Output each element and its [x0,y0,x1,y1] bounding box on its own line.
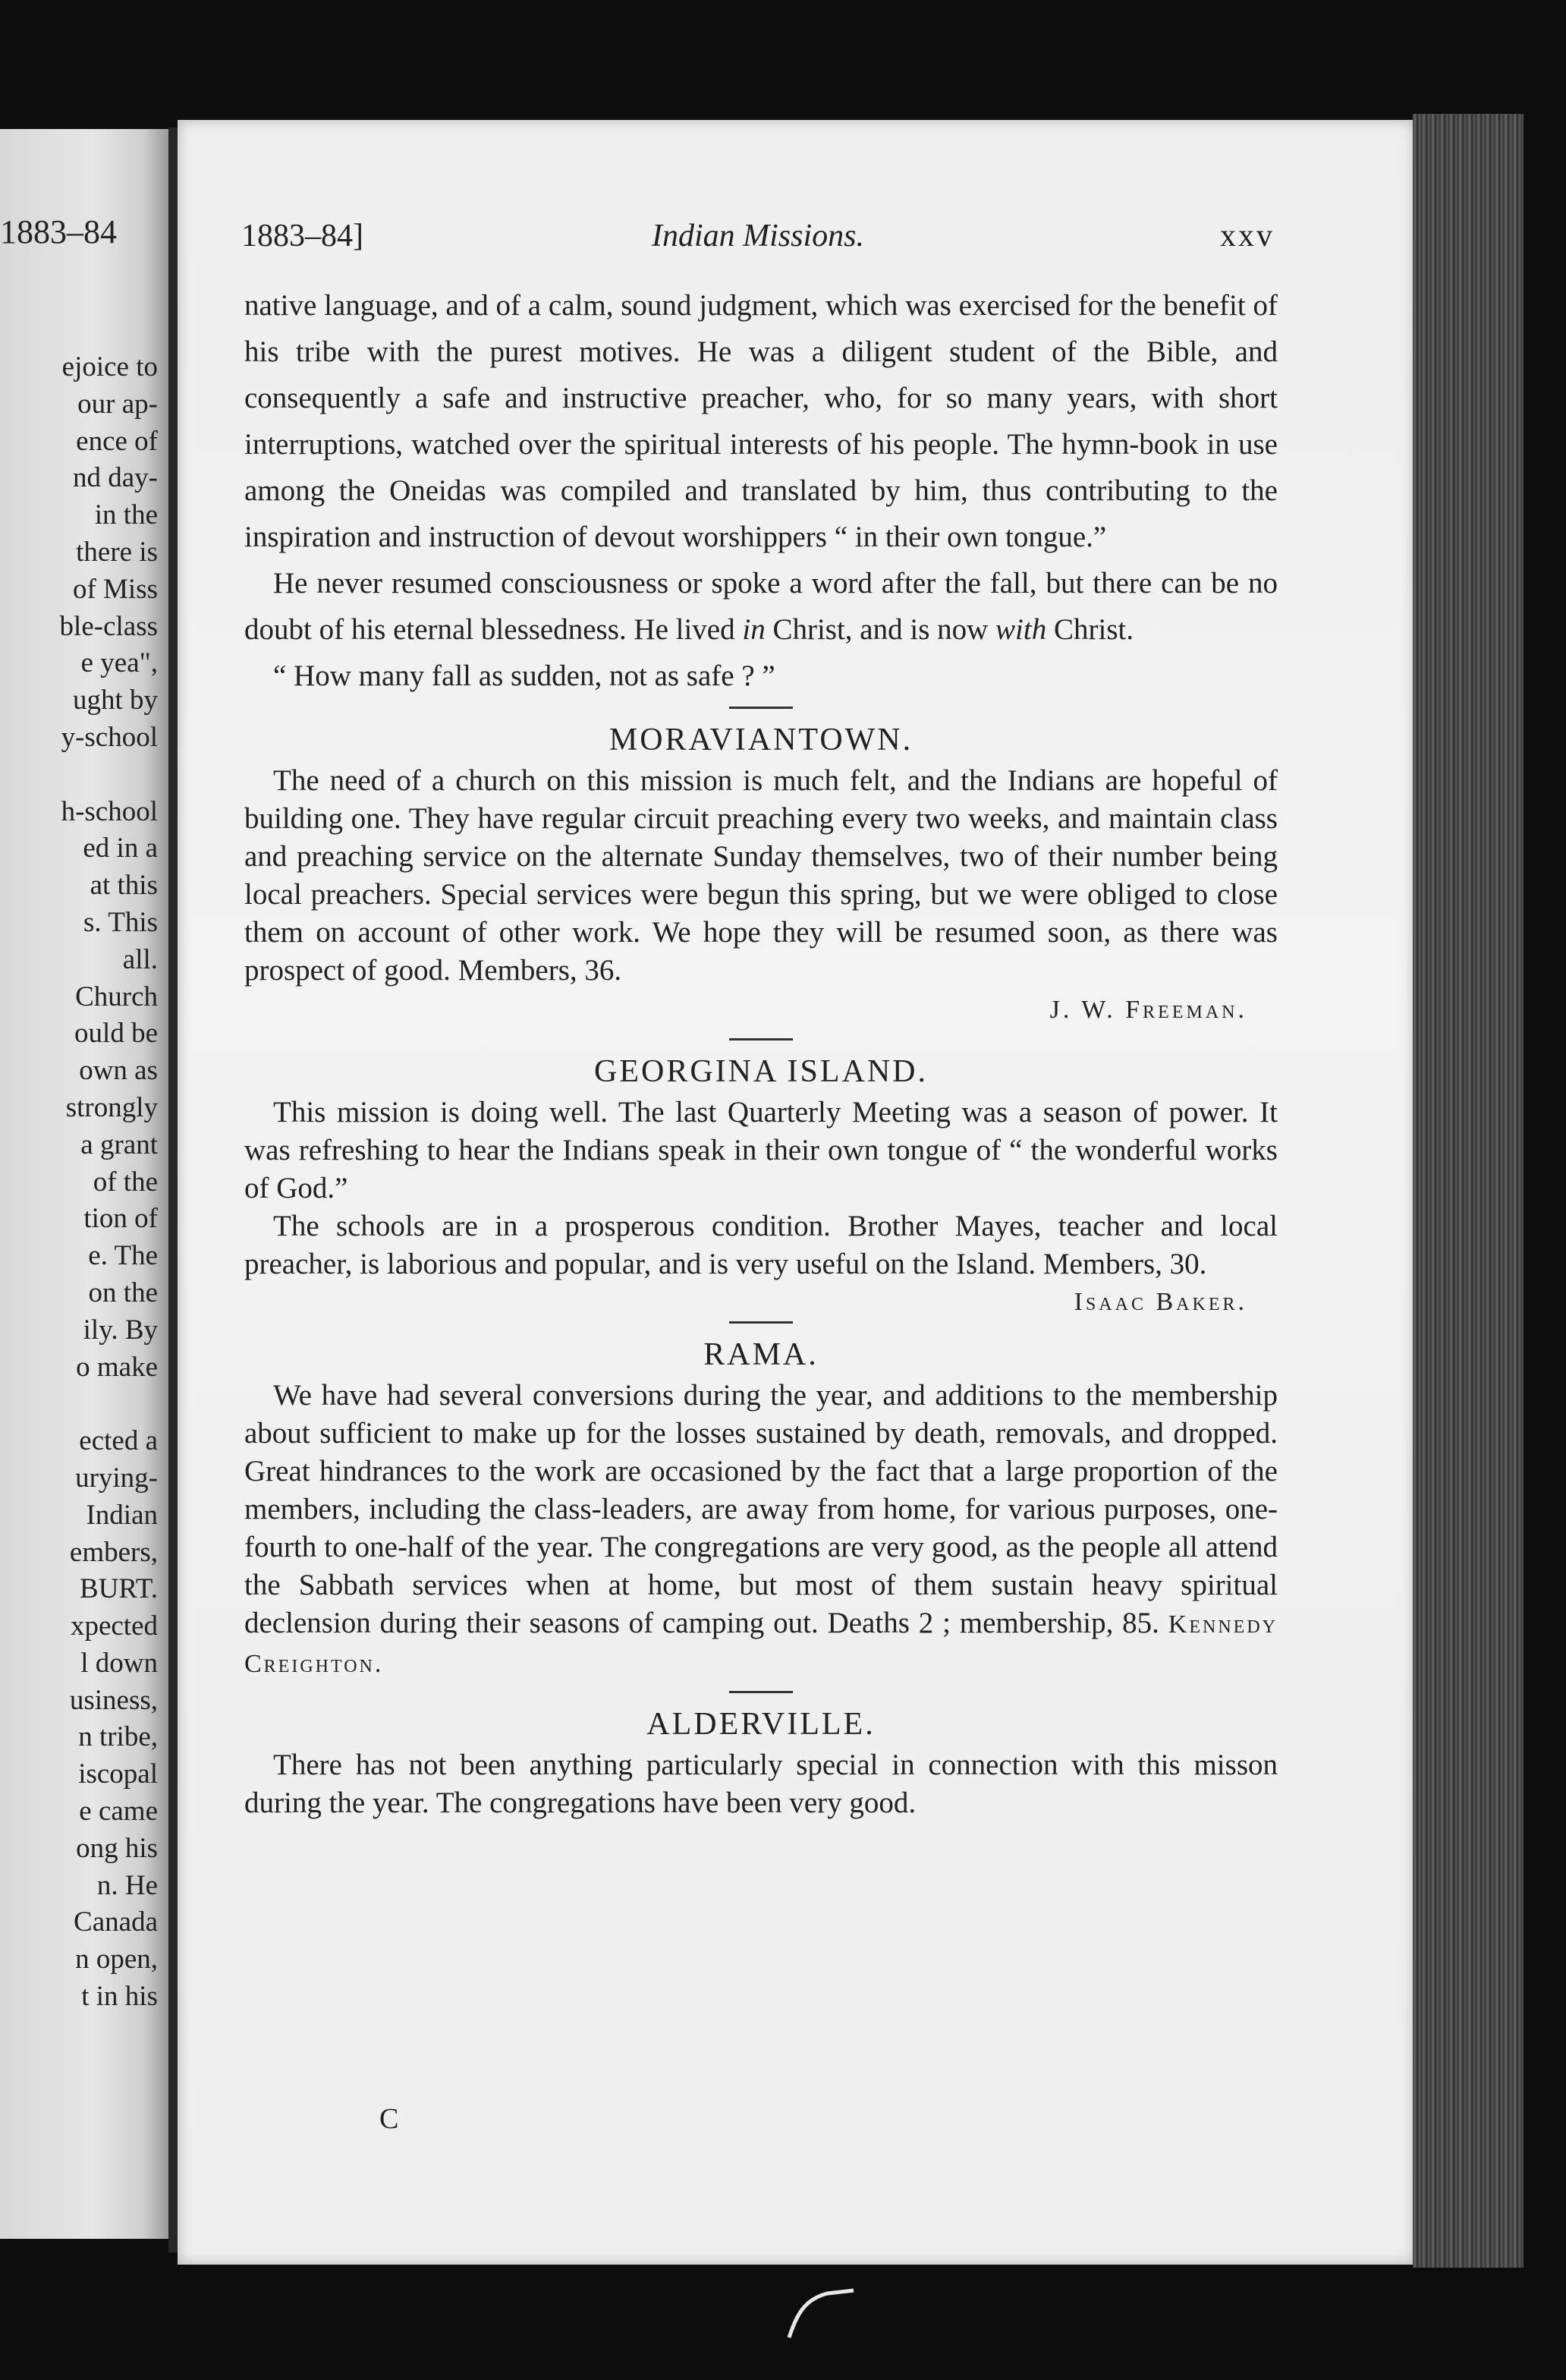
running-header [241,218,1275,256]
left-page-line: BURT. [80,1573,158,1605]
emphasis: with [995,613,1047,646]
left-page-line [60,757,158,794]
left-page-line: own as [79,1055,158,1087]
page-number: xxv [1220,219,1275,253]
left-page-line: e. The [88,1240,158,1272]
left-page-line: our ap- [77,388,158,420]
scratch-mark [781,2284,857,2345]
left-page-line [60,1386,158,1423]
paragraph [244,560,1278,653]
left-page-line: all. [122,943,158,975]
emphasis: in [742,613,766,646]
section-heading-georgina-island: GEORGINA ISLAND. [594,1054,928,1089]
section-rule [729,1321,793,1324]
left-page-line: s. This [83,906,158,938]
left-page-line: ong his [76,1832,158,1864]
left-page-line: of the [93,1166,158,1198]
left-page-line: ught by [72,685,158,716]
section-heading-rama: RAMA. [703,1337,819,1372]
paragraph: native language, and of a calm, sound judgment, which was exercised for the benefit of his tribe with the purest motives. He was a diligent student of the Bible, and consequently a safe and instructive preacher, who, for so many years, with short interruptions, watched over the spiritual interests of his people. The hymn-book in use among the Oneidas was compiled and translated by him, thus contributing to the inspiration and instruction of devout worshippers “ in their own tongue.” [244,289,1278,553]
header-years: 1883–84] [241,219,363,253]
left-page-line: o make [76,1351,158,1383]
left-page-line: t in his [81,1981,158,2013]
left-page-line: Church [75,981,158,1012]
page-edge [1413,114,1524,2268]
left-page-line: strongly [65,1091,158,1123]
left-page-line: in the [94,499,158,531]
signature: Kennedy Creighton. [244,1610,1278,1678]
left-page-line: ily. By [83,1314,158,1346]
section-rule [729,1038,793,1040]
paragraph: There has not been anything particularly special in connection with this misson during the year. The congregations have been very good. [244,1749,1278,1819]
header-title: Indian Missions. [651,219,864,253]
text-run: We have had several conversions during the year, and additions to the membership about sufficient to make up for the losses sustained by death, removals, and dropped. Great hindrances to the work are occasioned by the fact that a large proportion of the members, including the class-leaders, are away from home, for various purposes, one-fourth to one-half of the year. The congregations are very good, as the people all attend the Sabbath services when at home, but most of them sustain heavy spiritual declension during their seasons of camping out. Deaths 2 ; membership, 85. [244,1379,1278,1639]
left-page-line: e came [79,1796,158,1828]
text-run: Christ. [1046,613,1134,646]
left-page-line: ected a [79,1425,158,1457]
paragraph [244,1377,1278,1683]
left-page-line: embers, [69,1536,158,1568]
section-rule [729,707,793,709]
left-page-line: a grant [80,1129,158,1160]
paragraph: This mission is doing well. The last Quarterly Meeting was a season of power. It was refreshing to hear the Indians speak in their own tongue of “ the wonderful works of God.” [244,1096,1278,1204]
left-page-line: n tribe, [78,1721,158,1753]
left-page-line: urying- [75,1462,158,1494]
left-page-line: on the [88,1277,158,1308]
left-page-line: iscopal [78,1758,158,1790]
signature-mark: C [379,2103,399,2135]
left-page-line: n. He [96,1869,158,1901]
text-run: Christ, and is now [765,613,996,646]
left-page-line: ejoice to [61,351,158,382]
left-page-line: there is [76,536,158,568]
left-page [0,129,168,2239]
left-page-line: l down [80,1647,158,1679]
left-page-text [60,349,158,2016]
left-page-line: nd day- [73,462,158,494]
section-heading-alderville: ALDERVILLE. [646,1707,876,1742]
paragraph: The need of a church on this mission is much felt, and the Indians are hopeful of building one. They have regular circuit preaching every two weeks, and maintain class and preaching service on the alternate Sunday themselves, two of their number being local preachers. Special services were begun this spring, but we were obliged to close them on account of other work. We hope they will be resumed soon, as there was prospect of good. Members, 36. [244,764,1278,987]
section-heading-moraviantown: MORAVIANTOWN. [608,722,914,757]
paragraph [244,1207,1278,1316]
left-page-line: Canada [74,1906,158,1938]
text-run: He never resumed consciousness or spoke a word after the fall, but there can be no doubt of his eternal blessedness. He lived [244,567,1278,646]
left-page-line: y-school [61,721,158,753]
left-page-line: ed in a [83,833,158,864]
section-rule [729,1691,793,1693]
quotation: “ How many fall as sudden, not as safe ? ” [273,660,775,692]
left-page-line: ould be [74,1018,158,1050]
left-page-line: Indian [86,1499,158,1531]
left-page-line: of Miss [72,573,158,605]
left-page-line: tion of [83,1203,158,1235]
page-body [244,282,1278,1822]
left-page-line: e yea", [80,647,158,679]
text-run: The schools are in a prosperous condition. Brother Mayes, teacher and local preacher, is laborious and popular, and is very useful on the Island. Members, 30. [244,1210,1278,1280]
left-page-line: at this [90,870,158,902]
left-page-line: ble-class [59,610,158,642]
left-page-line: h-school [61,795,158,827]
left-page-line: usiness, [69,1684,158,1716]
left-page-line: ence of [76,425,158,457]
signature: J. W. Freeman. [1049,996,1247,1024]
left-page-line: n open, [75,1944,158,1975]
left-page-line: xpected [70,1610,158,1642]
signature: Isaac Baker. [1074,1288,1247,1316]
left-page-header: 1883–84 [0,213,117,250]
